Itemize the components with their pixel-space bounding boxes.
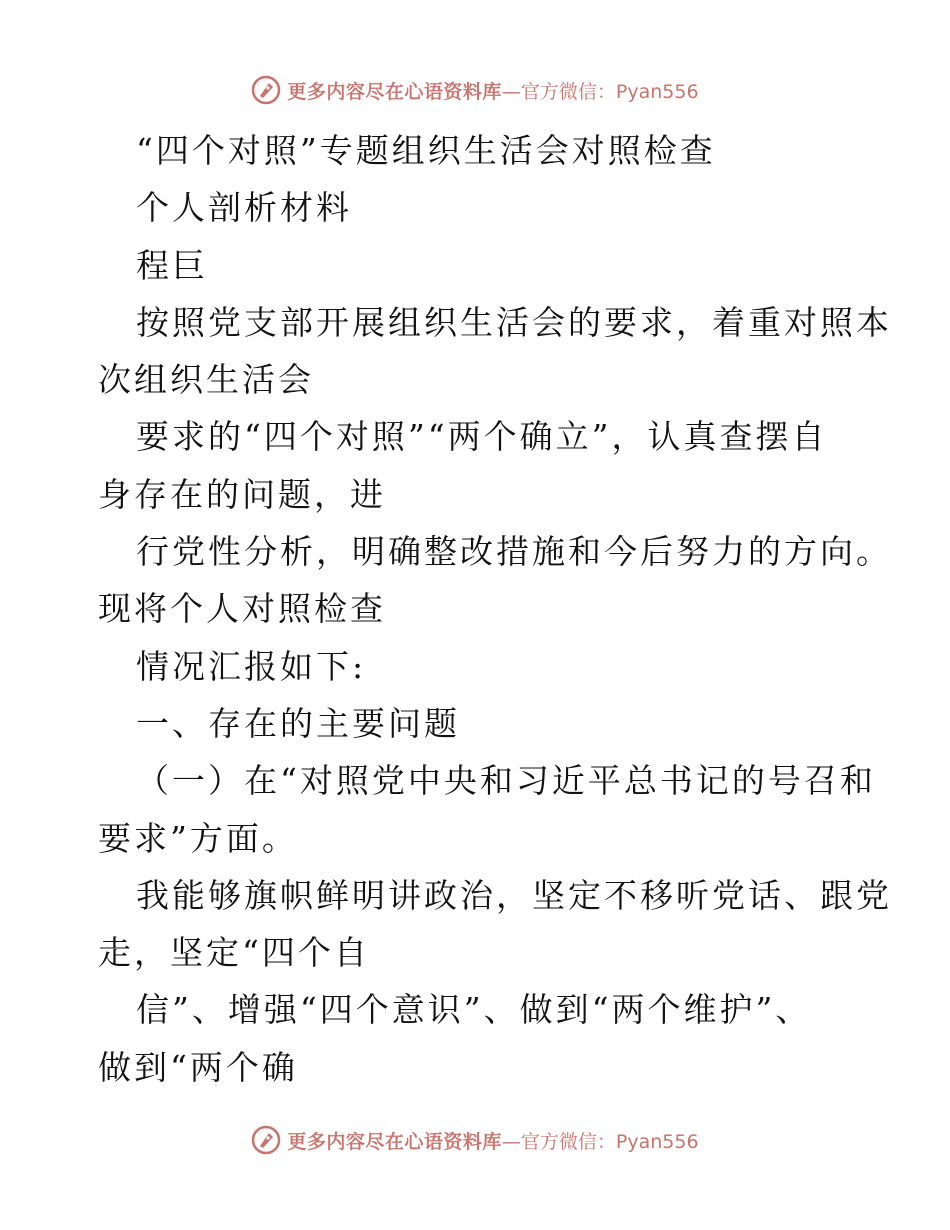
text-line: 要求”方面。 <box>98 818 298 858</box>
text-line: 一、存在的主要问题 <box>136 703 460 743</box>
text-line: 行党性分析，明确整改措施和今后努力的方向。 <box>136 532 892 572</box>
watermark-wechat-text: —官方微信：Pyan556 <box>501 80 699 103</box>
text-line: 身存在的问题，进 <box>98 474 386 514</box>
pen-nib-icon <box>251 1125 281 1155</box>
text-line: “四个对照”专题组织生活会对照检查 <box>136 131 716 170</box>
watermark-site-text: 更多内容尽在心语资料库 <box>287 1130 502 1153</box>
text-line: （一）在“对照党中央和习近平总书记的号召和 <box>136 761 876 801</box>
text-line: 做到“两个确 <box>98 1047 298 1087</box>
text-line: 情况汇报如下: <box>136 646 367 686</box>
text-line: 走，坚定“四个自 <box>98 933 370 973</box>
text-line: 要求的“四个对照”“两个确立”，认真查摆自 <box>136 417 828 457</box>
header-watermark <box>0 70 950 110</box>
document-body <box>98 122 892 1096</box>
text-line: 信”、增强“四个意识”、做到“两个维护”、 <box>136 990 812 1030</box>
text-line: 我能够旗帜鲜明讲政治，坚定不移听党话、跟党 <box>136 875 892 915</box>
watermark-site-text: 更多内容尽在心语资料库 <box>287 80 502 103</box>
text-line: 程巨 <box>136 245 208 285</box>
footer-watermark <box>0 1120 950 1160</box>
watermark-wechat-text: —官方微信：Pyan556 <box>501 1130 699 1153</box>
text-line: 个人剖析材料 <box>136 188 352 228</box>
text-line: 现将个人对照检查 <box>98 589 386 629</box>
pen-nib-icon <box>251 75 281 105</box>
text-line: 次组织生活会 <box>98 360 314 400</box>
text-line: 按照党支部开展组织生活会的要求，着重对照本 <box>136 302 892 342</box>
